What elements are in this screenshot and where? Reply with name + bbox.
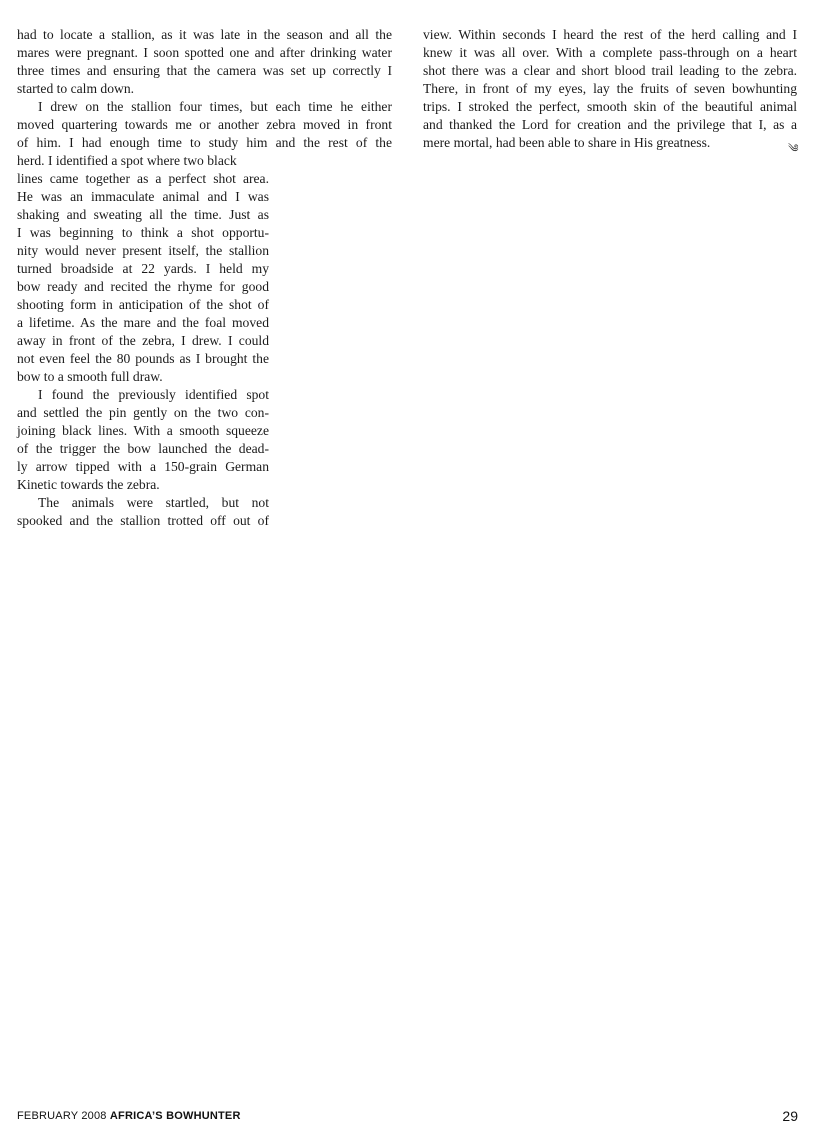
- text-line: and thanked the Lord for creation and the privilege that I, as a: [423, 117, 797, 132]
- text-line: He was an immaculate animal and I was: [17, 189, 269, 204]
- text-line: I found the previously identified spot: [38, 387, 269, 402]
- text-line: a lifetime. As the mare and the foal moved: [17, 315, 269, 330]
- text-line: of the trigger the bow launched the dead-: [17, 441, 269, 456]
- text-line: Kinetic towards the zebra.: [17, 477, 160, 492]
- text-line: turned broadside at 22 yards. I held my: [17, 261, 269, 276]
- text-line: herd. I identified a spot where two black: [17, 153, 237, 168]
- text-line: bow ready and recited the rhyme for good: [17, 279, 269, 294]
- text-line: I drew on the stallion four times, but each time he either: [38, 99, 392, 114]
- text-line: joining black lines. With a smooth squeeze: [17, 423, 269, 438]
- text-line: shaking and sweating all the time. Just as: [17, 207, 269, 222]
- text-line: three times and ensuring that the camera was set up correctly I: [17, 63, 392, 78]
- text-line: view. Within seconds I heard the rest of the herd calling and I: [423, 27, 797, 42]
- text-line: The animals were startled, but not: [38, 495, 269, 510]
- page-footer: [17, 1110, 241, 1122]
- text-line: and settled the pin gently on the two con-: [17, 405, 269, 420]
- text-line: mere mortal, had been able to share in His greatness.: [423, 135, 711, 150]
- text-line: moved quartering towards me or another zebra moved in front: [17, 117, 392, 132]
- text-line: had to locate a stallion, as it was late in the season and all the: [17, 27, 392, 42]
- text-line: not even feel the 80 pounds as I brought the: [17, 351, 269, 366]
- text-line: away in front of the zebra, I drew. I could: [17, 333, 269, 348]
- issue-date: FEBRUARY 2008: [17, 1110, 107, 1122]
- magazine-title: AFRICA’S BOWHUNTER: [109, 1110, 241, 1122]
- text-line: shot there was a clear and short blood trail leading to the zebra.: [423, 63, 797, 78]
- text-line: knew it was all over. With a complete pass-through on a heart: [423, 45, 797, 60]
- text-line: nity would never present itself, the stallion: [17, 243, 269, 258]
- text-line: ly arrow tipped with a 150-grain German: [17, 459, 269, 474]
- text-line: lines came together as a perfect shot area.: [17, 171, 269, 186]
- text-line: I was beginning to think a shot opportu-: [17, 225, 269, 240]
- text-line: There, in front of my eyes, lay the fruits of seven bowhunting: [423, 81, 797, 96]
- text-line: trips. I stroked the perfect, smooth skin of the beautiful animal: [423, 99, 797, 114]
- text-line: shooting form in anticipation of the shot of: [17, 297, 269, 312]
- page-number: 29: [782, 1108, 798, 1124]
- text-line: mares were pregnant. I soon spotted one and after drinking water: [17, 45, 392, 60]
- text-line: started to calm down.: [17, 81, 135, 96]
- end-of-article-mark: ༄: [788, 143, 799, 155]
- text-line: spooked and the stallion trotted off out of: [17, 513, 269, 528]
- text-line: bow to a smooth full draw.: [17, 369, 163, 384]
- text-line: of him. I had enough time to study him and the rest of the: [17, 135, 392, 150]
